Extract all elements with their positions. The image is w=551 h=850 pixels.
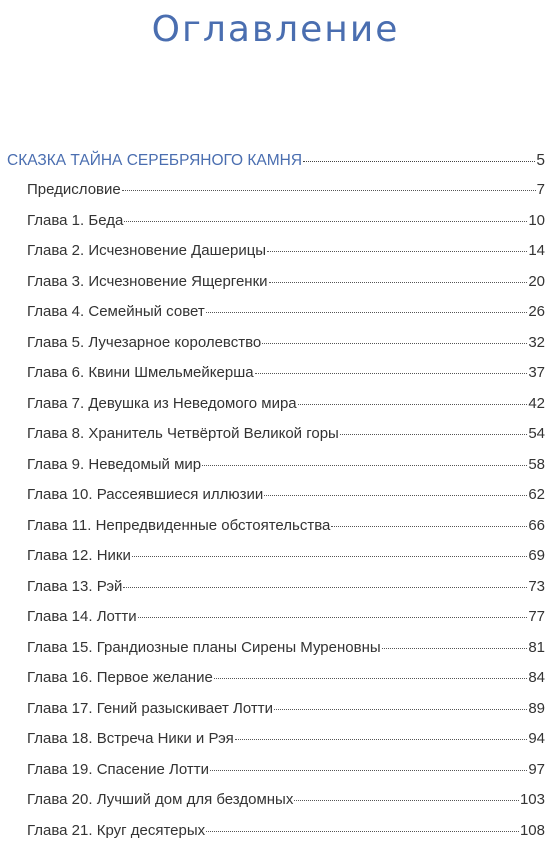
toc-entry[interactable] <box>0 608 551 639</box>
dot-leader <box>122 190 536 191</box>
toc-entry-page: 89 <box>528 699 545 717</box>
toc-entry-page: 58 <box>528 455 545 473</box>
toc-entry-label: Глава 4. Семейный совет <box>27 303 205 320</box>
toc-entry[interactable] <box>0 547 551 578</box>
toc-entry-page: 94 <box>528 730 545 747</box>
toc-entry[interactable] <box>0 242 551 273</box>
toc-section-label: СКАЗКА ТАЙНА СЕРЕБРЯНОГО КАМНЯ <box>7 152 303 169</box>
toc-entry-page: 84 <box>528 669 545 686</box>
toc-section-entry[interactable] <box>0 152 551 181</box>
toc-entry[interactable] <box>0 425 551 456</box>
dot-leader <box>269 282 528 283</box>
toc-entry[interactable] <box>0 486 551 517</box>
toc-entry-label: Глава 14. Лотти <box>27 608 137 625</box>
table-of-contents <box>0 152 551 850</box>
toc-entry-page: 7 <box>536 181 545 198</box>
toc-entry-label: Предисловие <box>27 181 121 198</box>
toc-entry-label: Глава 16. Первое желание <box>27 669 213 686</box>
dot-leader <box>202 465 527 466</box>
toc-entry-label: Глава 21. Круг десятерых <box>27 821 206 839</box>
dot-leader <box>264 495 527 496</box>
toc-entry[interactable] <box>0 791 551 822</box>
dot-leader <box>255 373 528 374</box>
toc-entry-page: 62 <box>528 486 545 503</box>
toc-entry-page: 77 <box>528 608 545 625</box>
toc-entry-label: Глава 12. Ники <box>27 547 131 564</box>
dot-leader <box>274 709 527 710</box>
toc-entry-page: 66 <box>528 516 545 534</box>
toc-entry[interactable] <box>0 517 551 548</box>
dot-leader <box>138 617 528 618</box>
dot-leader <box>340 434 527 435</box>
toc-entry-page: 32 <box>528 333 545 351</box>
toc-entry-label: Глава 13. Рэй <box>27 577 123 595</box>
toc-section-page: 5 <box>536 152 545 169</box>
toc-entry-label: Глава 7. Девушка из Неведомого мира <box>27 394 297 412</box>
toc-entry[interactable] <box>0 364 551 395</box>
dot-leader <box>214 678 528 679</box>
toc-entry-label: Глава 11. Непредвиденные обстоятельства <box>27 516 331 534</box>
toc-entry-label: Глава 9. Неведомый мир <box>27 455 202 473</box>
dot-leader <box>303 161 535 162</box>
toc-entry[interactable] <box>0 212 551 243</box>
toc-entry-label: Глава 5. Лучезарное королевство <box>27 333 262 351</box>
toc-entry-label: Глава 10. Рассеявшиеся иллюзии <box>27 486 264 503</box>
toc-entry-page: 14 <box>528 242 545 259</box>
toc-entry-page: 108 <box>519 821 545 839</box>
toc-entry-page: 97 <box>528 760 545 778</box>
page-title: Оглавление <box>151 9 400 50</box>
dot-leader <box>331 526 527 527</box>
toc-entry-label: Глава 6. Квини Шмельмейкерша <box>27 364 254 381</box>
dot-leader <box>210 770 527 771</box>
toc-entry[interactable] <box>0 669 551 700</box>
dot-leader <box>206 831 519 832</box>
toc-entry[interactable] <box>0 456 551 487</box>
toc-entry[interactable] <box>0 395 551 426</box>
toc-entry[interactable] <box>0 334 551 365</box>
toc-entry-label: Глава 18. Встреча Ники и Рэя <box>27 730 234 747</box>
dot-leader <box>123 587 527 588</box>
toc-entry-label: Глава 8. Хранитель Четвёртой Великой горы <box>27 425 339 442</box>
toc-entry[interactable] <box>0 700 551 731</box>
toc-entry-page: 42 <box>528 394 545 412</box>
toc-entry-page: 103 <box>519 791 545 808</box>
dot-leader <box>206 312 528 313</box>
toc-entry[interactable] <box>0 639 551 670</box>
dot-leader <box>382 648 528 649</box>
toc-entry-page: 73 <box>528 577 545 595</box>
toc-entry[interactable] <box>0 761 551 792</box>
toc-entry-label: Глава 19. Спасение Лотти <box>27 760 209 778</box>
dot-leader <box>294 800 519 801</box>
dot-leader <box>132 556 527 557</box>
toc-entry[interactable] <box>0 730 551 761</box>
toc-entry-page: 10 <box>528 211 545 229</box>
toc-entry[interactable] <box>0 273 551 304</box>
toc-entry-page: 37 <box>528 364 545 381</box>
dot-leader <box>124 221 527 222</box>
toc-entry-label: Глава 17. Гений разыскивает Лотти <box>27 699 273 717</box>
toc-entry-label: Глава 2. Исчезновение Дашерицы <box>27 242 267 259</box>
toc-entry-page: 20 <box>528 272 545 290</box>
dot-leader <box>262 343 527 344</box>
toc-entry-label: Глава 3. Исчезновение Ящергенки <box>27 272 268 290</box>
toc-entry-label: Глава 20. Лучший дом для бездомных <box>27 791 294 808</box>
toc-entry[interactable] <box>0 578 551 609</box>
toc-entry-label: Глава 15. Грандиозные планы Сирены Муреновны <box>27 638 381 656</box>
dot-leader <box>267 251 527 252</box>
toc-entry[interactable] <box>0 822 551 850</box>
dot-leader <box>298 404 528 405</box>
toc-entry[interactable] <box>0 181 551 212</box>
toc-entry-page: 26 <box>528 303 545 320</box>
toc-entry-page: 69 <box>528 547 545 564</box>
toc-entry-page: 54 <box>528 425 545 442</box>
toc-entry[interactable] <box>0 303 551 334</box>
toc-entry-page: 81 <box>528 638 545 656</box>
toc-entry-label: Глава 1. Беда <box>27 211 124 229</box>
dot-leader <box>235 739 528 740</box>
